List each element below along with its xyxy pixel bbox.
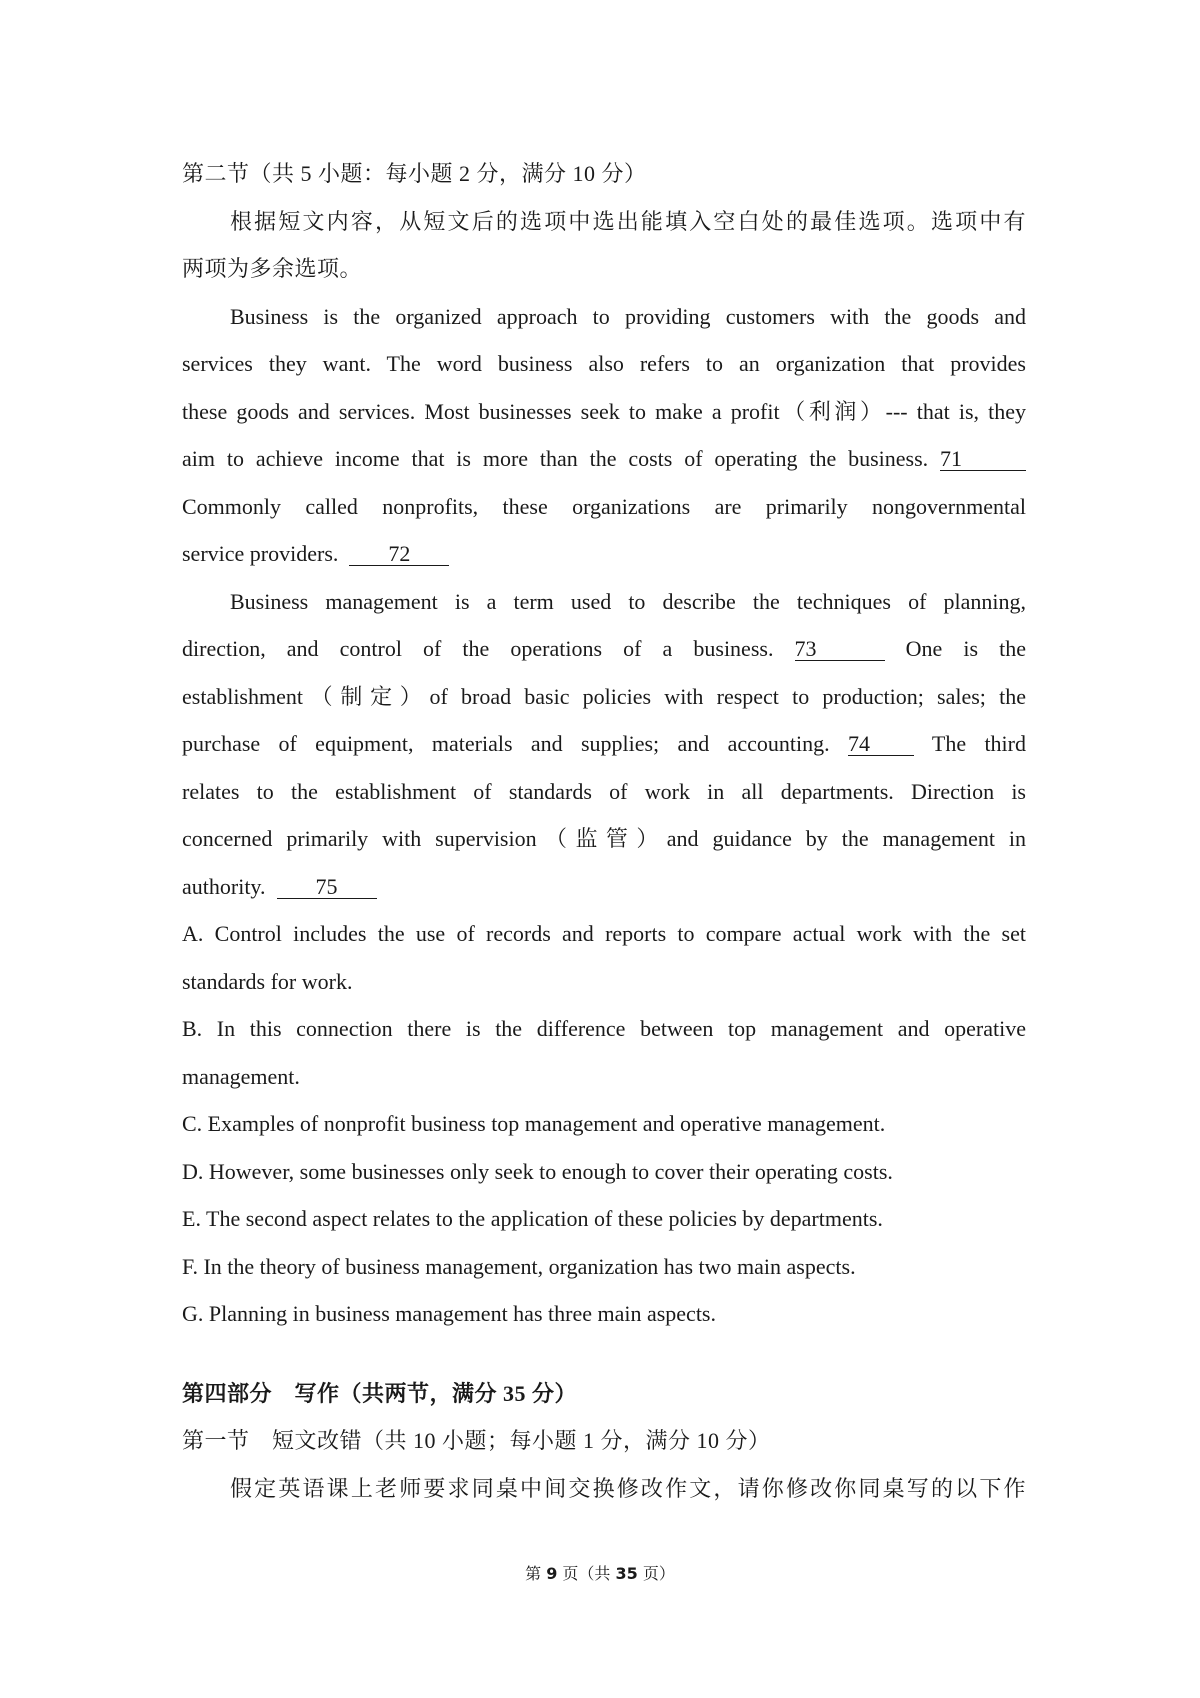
page-footer [0, 1561, 1200, 1584]
passage-line: relates to the establishment of standards of work in all departments. Direction is [182, 778, 1026, 804]
option-a-continued: standards for work. [182, 968, 353, 994]
instruction-line: 两项为多余选项。 [182, 256, 363, 281]
footer-suffix: 页） [637, 1564, 675, 1583]
passage-line [182, 435, 1026, 483]
passage-line: Business is the organized approach to providing customers with the goods and [230, 303, 1026, 329]
passage-line: establishment（制定）of broad basic policies with respect to production; sales; the [182, 683, 1026, 709]
answer-blank-74: 74 [848, 733, 914, 756]
passage-line [182, 720, 1026, 768]
exam-page [182, 150, 1026, 1512]
section-heading: 第二节（共 5 小题：每小题 2 分，满分 10 分） [182, 161, 647, 186]
option-f: F. In the theory of business management, organization has two main aspects. [182, 1253, 856, 1279]
passage-text: authority. [182, 873, 266, 899]
answer-blank-72: 72 [349, 543, 449, 566]
passage-line [182, 863, 1026, 911]
instruction-line: 根据短文内容，从短文后的选项中选出能填入空白处的最佳选项。选项中有 [230, 208, 1026, 234]
passage-line: Commonly called nonprofits, these organizations are primarily nongovernmental [182, 493, 1026, 519]
passage-line [182, 625, 1026, 673]
passage-text: service providers. [182, 541, 339, 566]
option-c: C. Examples of nonprofit business top management and operative management. [182, 1111, 886, 1136]
footer-prefix: 第 [525, 1564, 547, 1583]
passage-text: direction, and control of the operations of a business. [182, 636, 774, 661]
passage-text: One is the [905, 636, 1027, 661]
option-d: D. However, some businesses only seek to enough to cover their operating costs. [182, 1158, 893, 1184]
passage-text: The third [931, 731, 1026, 756]
passage-line: concerned primarily with supervision（监管）and guidance by the management in [182, 826, 1026, 851]
passage-line: Business management is a term used to describe the techniques of planning, [230, 588, 1026, 614]
section-heading: 第一节 短文改错（共 10 小题；每小题 1 分，满分 10 分） [182, 1428, 771, 1453]
instruction-line: 假定英语课上老师要求同桌中间交换修改作文，请你修改你同桌写的以下作 [230, 1475, 1026, 1501]
passage-line: services they want. The word business also refers to an organization that provides [182, 351, 1026, 376]
passage-text: aim to achieve income that is more than the costs of operating the business. [182, 446, 929, 471]
answer-blank-71: 71 [940, 448, 1026, 471]
passage-text: purchase of equipment, materials and supplies; and accounting. [182, 731, 830, 756]
passage-line [182, 530, 1026, 578]
option-b: B. In this connection there is the difference between top management and operative [182, 1016, 1026, 1041]
passage-line: these goods and services. Most businesses seek to make a profit（利润）--- that is, they [182, 398, 1026, 424]
option-b-continued: management. [182, 1063, 300, 1089]
option-e: E. The second aspect relates to the application of these policies by departments. [182, 1206, 883, 1231]
footer-page-number: 9 [546, 1564, 558, 1583]
footer-page-total: 35 [615, 1564, 638, 1583]
part-heading: 第四部分 写作（共两节，满分 35 分） [182, 1380, 578, 1406]
answer-blank-75: 75 [277, 876, 377, 899]
footer-middle: 页（共 [557, 1564, 616, 1583]
option-a: A. Control includes the use of records and reports to compare actual work with the set [182, 921, 1026, 946]
option-g: G. Planning in business management has three main aspects. [182, 1301, 716, 1326]
answer-blank-73: 73 [795, 638, 885, 661]
